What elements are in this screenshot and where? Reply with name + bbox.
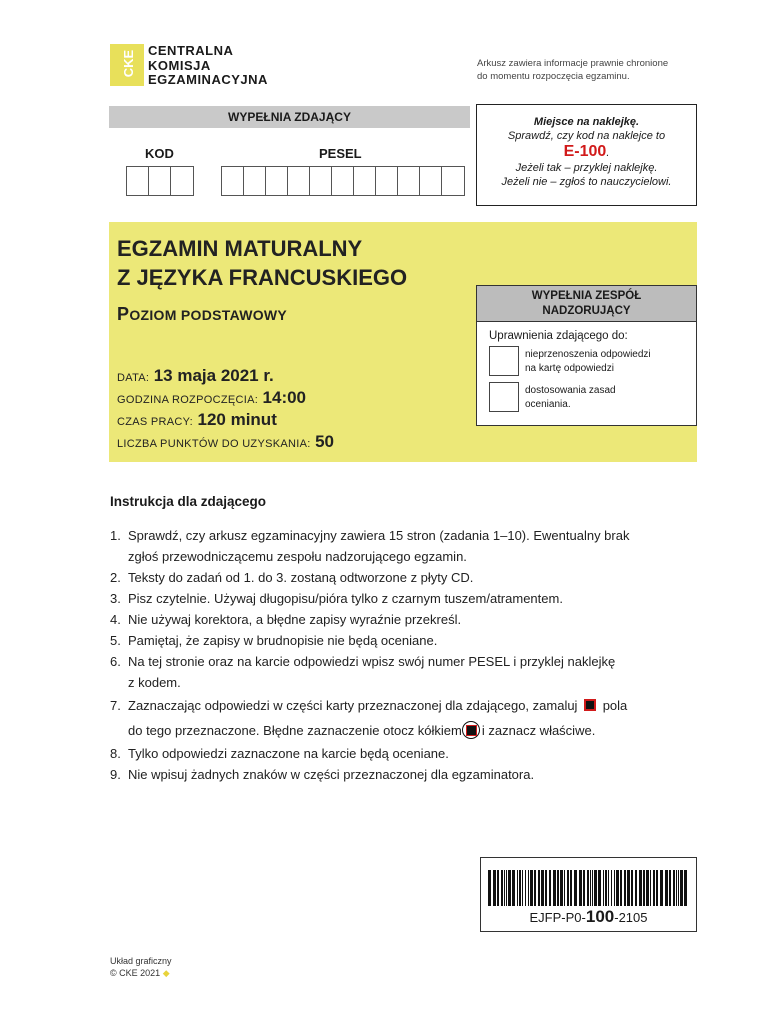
barcode-bar (592, 870, 593, 906)
barcode-bar (512, 870, 515, 906)
instructions-list (110, 525, 710, 785)
instruction-text (128, 693, 710, 718)
barcode-box (480, 857, 697, 932)
exam-duration-line (117, 410, 334, 432)
sticker-yes-text: Jeżeli tak – przyklej naklejkę. (515, 162, 658, 174)
exam-title-line-2: Z JĘZYKA FRANCUSKIEGO (117, 265, 408, 290)
permission-row-transfer (489, 346, 689, 378)
pesel-digit-cell[interactable] (244, 167, 266, 195)
instruction-number: 2. (110, 570, 121, 585)
barcode-bar (673, 870, 675, 906)
instruction-number: 8. (110, 746, 121, 761)
barcode-bar (501, 870, 503, 906)
permission-transfer-line-2: na kartę odpowiedzi (525, 363, 614, 374)
barcode-icon (488, 870, 688, 906)
instruction-text (128, 718, 710, 743)
instruction-text: Pisz czytelnie. Używaj długopisu/pióra tylko z czarnym tuszem/atramentem. (128, 591, 563, 606)
pesel-digit-cell[interactable] (442, 167, 464, 195)
permission-adjust-line-1: dostosowania zasad (525, 385, 616, 396)
barcode-bar (611, 870, 612, 906)
permissions-label: Uprawnienia zdającego do: (489, 330, 628, 342)
barcode-bar (669, 870, 671, 906)
permission-transfer-text (525, 348, 651, 376)
exam-duration-value: 120 minut (197, 410, 277, 429)
instruction-text-part: do tego przeznaczone. Błędne zaznaczenie otocz kółkiem (128, 723, 462, 738)
barcode-bar (616, 870, 619, 906)
supervisor-header-line-1: WYPEŁNIA ZESPÓŁ (531, 290, 642, 302)
instruction-item-8 (110, 743, 710, 764)
instruction-number: 6. (110, 654, 121, 669)
exam-level-initial: P (117, 304, 130, 324)
candidate-fill-box (109, 106, 470, 204)
barcode-bar (608, 870, 609, 906)
kod-label: KOD (145, 146, 174, 161)
cke-logo-mark (110, 44, 144, 86)
barcode-bar (541, 870, 544, 906)
exam-points-value: 50 (315, 432, 334, 451)
sticker-code-line (477, 143, 696, 161)
exam-start-line (117, 388, 334, 410)
exam-points-line (117, 432, 334, 454)
supervisor-header (477, 286, 696, 322)
permission-adjust-checkbox[interactable] (489, 382, 519, 412)
barcode-bar (624, 870, 626, 906)
sticker-code: E-100 (563, 143, 607, 160)
barcode-suffix: -2105 (614, 910, 648, 925)
pesel-digit-cell[interactable] (310, 167, 332, 195)
barcode-bar (643, 870, 645, 906)
barcode-bar (587, 870, 589, 906)
barcode-bar (598, 870, 601, 906)
barcode-bar (570, 870, 572, 906)
logo-line-1: CENTRALNA (148, 43, 234, 58)
barcode-bar (534, 870, 536, 906)
exam-start-label: GODZINA ROZPOCZĘCIA: (117, 394, 259, 406)
exam-date-value: 13 maja 2021 r. (153, 366, 274, 385)
footer-copyright (110, 967, 172, 979)
circled-box-icon (462, 721, 480, 739)
barcode-text (481, 907, 696, 927)
instruction-text: Sprawdź, czy arkusz egzaminacyjny zawiera 15 stron (zadania 1–10). Ewentualny brak (128, 528, 630, 543)
barcode-bar (605, 870, 607, 906)
protected-note-line-2: do momentu rozpoczęcia egzaminu. (477, 71, 630, 82)
barcode-bar (567, 870, 569, 906)
barcode-bar (583, 870, 585, 906)
pesel-digit-cell[interactable] (332, 167, 354, 195)
exam-level-rest: OZIOM PODSTAWOWY (129, 307, 288, 323)
exam-date-line (117, 366, 334, 388)
pesel-digit-cell[interactable] (222, 167, 244, 195)
sticker-check-text: Sprawdź, czy kod na naklejce to (507, 130, 666, 142)
permission-adjust-text (525, 384, 616, 412)
footer-line-1: Układ graficzny (110, 956, 172, 966)
logo-line-3: EGZAMINACYJNA (148, 72, 268, 87)
instruction-item-1 (110, 525, 710, 567)
barcode-bar (620, 870, 622, 906)
barcode-bar (488, 870, 491, 906)
exam-date-label: DATA: (117, 372, 150, 384)
pesel-digit-cell[interactable] (398, 167, 420, 195)
supervisor-box (476, 285, 697, 426)
pesel-input-grid[interactable] (221, 166, 465, 196)
pesel-digit-cell[interactable] (354, 167, 376, 195)
barcode-bar (594, 870, 597, 906)
barcode-bar (497, 870, 499, 906)
footer-line-2: © CKE 2021 (110, 968, 161, 978)
exam-points-label: LICZBA PUNKTÓW DO UZYSKANIA: (117, 438, 311, 450)
barcode-bar (684, 870, 687, 906)
instruction-item-5 (110, 630, 710, 651)
barcode-bar (627, 870, 630, 906)
cke-logo-text (148, 44, 268, 88)
barcode-bar (493, 870, 496, 906)
barcode-bar (545, 870, 547, 906)
barcode-bar (650, 870, 651, 906)
barcode-bar (504, 870, 505, 906)
barcode-bar (653, 870, 655, 906)
barcode-bar (635, 870, 637, 906)
kod-digit-cell[interactable] (127, 167, 149, 195)
barcode-bar (614, 870, 615, 906)
barcode-bar (574, 870, 577, 906)
pesel-digit-cell[interactable] (288, 167, 310, 195)
exam-title (117, 234, 407, 292)
permission-transfer-line-1: nieprzenoszenia odpowiedzi (525, 349, 651, 360)
footer (110, 955, 172, 979)
permission-transfer-checkbox[interactable] (489, 346, 519, 376)
permission-adjust-line-2: oceniania. (525, 399, 571, 410)
supervisor-header-line-2: NADZORUJĄCY (542, 305, 631, 317)
barcode-bar (656, 870, 658, 906)
instruction-text: Nie używaj korektora, a błędne zapisy wyraźnie przekreśl. (128, 612, 462, 627)
instruction-text-part: Zaznaczając odpowiedzi w części karty przeznaczonej dla zdającego, zamaluj (128, 698, 578, 713)
instruction-item-2 (110, 567, 710, 588)
kod-digit-cell[interactable] (149, 167, 171, 195)
candidate-fill-header: WYPEŁNIA ZDAJĄCY (109, 106, 470, 128)
barcode-number: 100 (585, 907, 615, 926)
pesel-digit-cell[interactable] (266, 167, 288, 195)
exam-duration-label: CZAS PRACY: (117, 416, 194, 428)
permission-row-adjust (489, 382, 689, 414)
barcode-bar (660, 870, 663, 906)
pesel-digit-cell[interactable] (420, 167, 442, 195)
barcode-bar (579, 870, 582, 906)
instruction-number: 3. (110, 591, 121, 606)
instruction-number: 7. (110, 698, 121, 713)
barcode-bar (508, 870, 511, 906)
filled-box-icon (584, 699, 596, 711)
sticker-code-suffix: . (606, 147, 610, 159)
exam-level (117, 304, 287, 325)
barcode-bar (676, 870, 677, 906)
barcode-bar (557, 870, 559, 906)
instruction-item-6 (110, 651, 710, 693)
instruction-text-part: pola (602, 698, 628, 713)
barcode-bar (519, 870, 521, 906)
protected-note (477, 57, 707, 83)
kod-input-grid[interactable] (126, 166, 194, 196)
exam-info-block (109, 222, 697, 462)
instruction-text: Tylko odpowiedzi zaznaczone na karcie będą oceniane. (128, 746, 449, 761)
instruction-item-7 (110, 693, 710, 743)
barcode-bar (525, 870, 526, 906)
barcode-bar (528, 870, 529, 906)
instruction-text-part: i zaznacz właściwe. (481, 723, 596, 738)
barcode-bar (665, 870, 668, 906)
barcode-prefix: EJFP-P0- (529, 910, 586, 925)
instruction-text: Na tej stronie oraz na karcie odpowiedzi wpisz swój numer PESEL i przyklej naklejkę (128, 654, 616, 669)
instructions-title: Instrukcja dla zdającego (110, 494, 267, 509)
barcode-bar (646, 870, 649, 906)
sticker-box (476, 104, 697, 206)
barcode-bar (522, 870, 523, 906)
cke-logo (110, 44, 290, 88)
exam-info-lines (117, 366, 334, 454)
instruction-number: 1. (110, 528, 121, 543)
sticker-title: Miejsce na naklejkę. (533, 116, 640, 128)
instruction-text: Pamiętaj, że zapisy w brudnopisie nie będą oceniane. (128, 633, 438, 648)
barcode-bar (553, 870, 556, 906)
barcode-bar (603, 870, 604, 906)
instruction-text: z kodem. (128, 675, 181, 690)
instruction-item-3 (110, 588, 710, 609)
barcode-bar (560, 870, 563, 906)
exam-start-value: 14:00 (262, 388, 307, 407)
instruction-text: zgłoś przewodniczącemu zespołu nadzorującego egzamin. (128, 549, 467, 564)
barcode-bar (590, 870, 591, 906)
barcode-bar (549, 870, 551, 906)
barcode-bar (517, 870, 518, 906)
barcode-bar (680, 870, 683, 906)
instruction-item-9 (110, 764, 710, 785)
barcode-bar (678, 870, 679, 906)
barcode-bar (631, 870, 633, 906)
instruction-number: 9. (110, 767, 121, 782)
barcode-bar (538, 870, 540, 906)
kod-digit-cell[interactable] (171, 167, 193, 195)
barcode-bar (564, 870, 565, 906)
exam-title-line-1: EGZAMIN MATURALNY (117, 236, 363, 261)
barcode-bar (639, 870, 642, 906)
instruction-item-4 (110, 609, 710, 630)
diamond-icon: ◆ (162, 968, 170, 978)
barcode-bar (506, 870, 507, 906)
sticker-no-text: Jeżeli nie – zgłoś to nauczycielowi. (501, 176, 672, 188)
instruction-text: Teksty do zadań od 1. do 3. zostaną odtworzone z płyty CD. (128, 570, 474, 585)
barcode-bar (530, 870, 533, 906)
instruction-number: 4. (110, 612, 121, 627)
cke-logo-mark-text: CKE (121, 49, 137, 78)
pesel-digit-cell[interactable] (376, 167, 398, 195)
logo-line-2: KOMISJA (148, 57, 211, 73)
protected-note-line-1: Arkusz zawiera informacje prawnie chronione (477, 58, 669, 69)
instruction-number: 5. (110, 633, 121, 648)
instruction-text: Nie wpisuj żadnych znaków w części przeznaczonej dla egzaminatora. (128, 767, 535, 782)
pesel-label: PESEL (319, 146, 362, 161)
